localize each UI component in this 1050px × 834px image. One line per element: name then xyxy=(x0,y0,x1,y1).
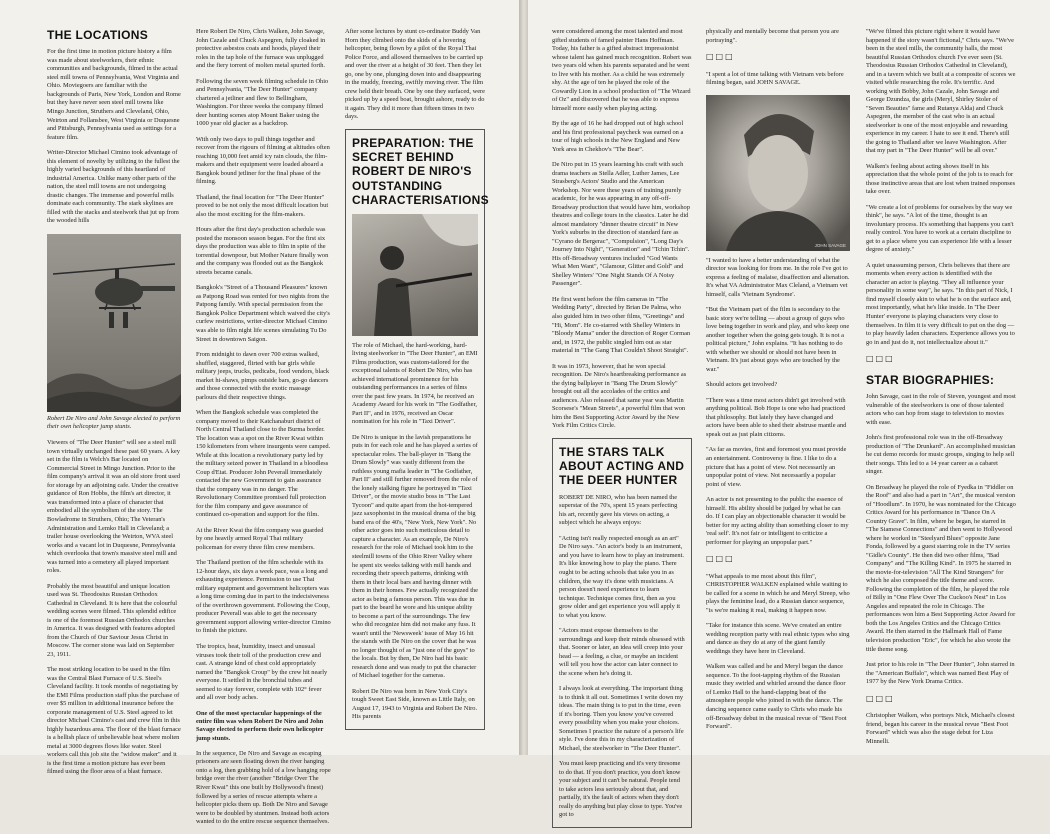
paragraph: It was in 1973, however, that he won special recognition. De Niro's heartbreaking performance as the dying ballplayer in "Bang The Drum Slowly" brought out all the accolades of the critics and audiences. Also released that same year was Martin Scorsese's "Mean Streets", a powerful film that won him the Best Supporting Actor Award by the New York Film Critics Circle. xyxy=(552,362,687,430)
left-page xyxy=(0,0,522,826)
paragraph: Here Robert De Niro, Chris Walken, John Savage, John Cazale and Chuck Aspegren, fully cloaked in protective asbestos coats and hoods, played their roles in the tap hole of the furnace was unplugged and the fiery torrent of molten metal spurted forth. xyxy=(196,28,326,70)
paragraph: Viewers of "The Deer Hunter" will see a steel mill town virtually unchanged these past 60 years. A key set in the film is Welch's Bar located on Commercial Street in Mingo Junction. Prior to the film company's arrival it was an old store front used for storage by an adjoining cafe. Under the creative guidance of Ron Hobbs, the film's art director, it was transformed into a place of character that embodied all the symbolism of the story. The Bowladrome in Struthers, Ohio; The Veteran's Administration and Lemko Hall in Cleveland; a trailer house overlooking the Weirton, WVA steel works and a vacant lot in Duquesne, Pennsylvania which overlooks that town's massive steel mill and was turned into a cemetery all played important roles. xyxy=(47,439,181,575)
paragraph: The most striking location to be used in the film was the Central Blast Furnace of U.S. Steel's Cleveland facility. It took months of negotiating by the EMI Films production staff plus the purchase of over $5 million in additional insurance before the corporate management of U.S. Steel agreed to let director Michael Cimino's cast and crew film in this highly hazardous area. The floor of the blast furnace is a hellish place of unbelievable heat where molten metal at 3000 degrees flows like water. Steel workers call this job site the "widow maker" and it is the first time a motion picture has ever been filmed using the floor area of a blast furnace. xyxy=(47,666,181,776)
helicopter-icon xyxy=(47,234,181,412)
paragraph: The role of Michael, the hard-working, hard-living steelworker in "The Deer Hunter", an EMI Films production, was custom-tailored for the exceptional talents of Robert De Niro, who has achieved international prominence for his outstanding performances in a series of films over the past few years. In 1974, he received an Academy Award for his work in "The Godfather, Part II", and in 1976, received an Oscar nomination for his role in "Taxi Driver". xyxy=(352,341,478,426)
star-biographies-heading: STAR BIOGRAPHIES: xyxy=(866,372,995,387)
paragraph: I always look at everything. The important thing is to think it all out. Sometimes I write down my ideas. The main thing is to put in the time, even if it's boring. Then you know you've covered every possibility when you make your choices. Sometimes I practice the nature of a person's life style. I've done this in my characterization of Michael, the steelworker in "The Deer Hunter". xyxy=(559,685,684,752)
paragraph: De Niro put in 15 years learning his craft with such drama teachers as Stella Adler, Luther James, Lee Strasberg's Actors' Studio and the American Workshop. Nor were these years of training purely academic, for he was appearing in any off-off-Broadway production that would have him, workshop theatres and college tours in the classics. Later he did almost mandatory "dinner theatre circuit" in New York's suburbs in the direction of standard fare as "Cyrano de Bergerac", "Compulsion", "Long Day's Journey Into Night", "Generation" and "Tchin Tchin". His off-Broadway ventures included "God Wants What Men Want", "Glamour, Glitter and Gold" and Shelley Winters' "One Night Stands Of A Noisy Passenger". xyxy=(552,161,690,288)
paragraph: ROBERT DE NIRO, who has been named the superstar of the 70's, spent 15 years perfecting his art, recently gave his views on acting, a subject which he always enjoys: xyxy=(559,493,678,527)
preparation-heading: PREPARATION: THE SECRET BEHIND ROBERT DE NIRO'S OUTSTANDING CHARACTERISATIONS xyxy=(352,135,489,208)
paragraph: By the age of 16 he had dropped out of high school and his first professional paycheck was earned on a tour of high schools in the New England and New York area in Chekhov's "The Bear". xyxy=(552,120,684,153)
paragraph: Thailand, the final location for "The Deer Hunter" proved to be not only the most difficult location but also the most exciting for the film-makers. xyxy=(196,193,329,218)
right-column-2 xyxy=(706,28,850,739)
helicopter-photo xyxy=(47,234,181,412)
paragraph: "There was a time most actors didn't get involved with anything political. Bob Hope is one who had practiced that philosophy. But lately they have changed and actors have been able to shed their abstruse mantle and speak out as just plain citizens. xyxy=(706,396,847,438)
paragraph: were considered among the most talented and most gifted students of famed painter Hans Hoffman. Today, his father is a gifted abstract impressionist whose talent has gained much recognition. Robert was two years old when his parents separated and he went to live with his mother. As a child he was extremely shy. At the age of ten he played the role of the Cowardly Lion in a school production of "The Wizard of Oz" and discovered that he was able to express himself more easily when playing acting. xyxy=(552,28,692,112)
paragraph: The tropics, heat, humidity, insect and unusual viruses took their toll of the production crew and cast. A strange kind of chest cold appropriately named the "Bangkok Croup" by the crew hit nearly everyone. It settled in the bronchial tubes and seemed to stay forever, complete with 102° fever and all over body aches. xyxy=(196,643,328,702)
paragraph: Probably the most beautiful and unique location used was St. Theodosius Russian Orthodox Cathedral in Cleveland. It is here that the colourful wedding scenes were filmed. This splendid edifice is one of the foremost Russian Orthodox churches in America. It was designed with features adopted from the Church of Our Saviour Jesus Christ in Moscow. The corner stone was laid on September 23, 1911. xyxy=(47,582,178,658)
paragraph: physically and mentally become that person you are portraying". xyxy=(706,28,839,44)
paragraph: "What appeals to me most about this film", CHRISTOPHER WALKEN explained while waiting to be called for a scene in which he and Meryl Streep, who plays the feminine lead, do a Russian dance sequence, "is we're making it real, making it happen now. xyxy=(706,572,850,614)
right-column-3 xyxy=(866,28,1016,753)
paragraph: Robert De Niro was born in New York City's tough Sweet East Side, known as Little Italy, on August 17, 1943 to Virginia and Robert De Niro. His parents xyxy=(352,687,478,721)
paragraph: John Savage, cast in the role of Steven, youngest and most vulnerable of the steelworkers is one of those talented actors who can hop from stage to television to movies with ease. xyxy=(866,393,1016,426)
paragraph: An actor is not presenting to the public the essence of himself. His ability should be judged by what he can do. If I can play an objectionable character it would be better for my acting ability than something closer to my 'real self'. It's not fair or intelligent to criticize a performer for playing an unpopular part." xyxy=(706,496,849,546)
right-page xyxy=(528,0,1050,819)
paragraph: "We've filmed this picture right where it would have happened if the story wasn't fictional," Chris says. "We've been in the steel mills, the community halls, the most beautiful Russian Orthodox church I've ever seen (St. Theodosius Russian Orthodox Cathedral in Cleveland), and in a tavern which we built at a composite of scores we visited while researching the role. It's terrific. And working with Bobby, John Cazale, John Savage and George Dzundza, the girls (Meryl, Shirley Stoler of "Seven Beauties" fame and Rutanya Alda) and Chuck Aspegren, the member of the cast who is an actual steelworker is one of the most enjoyable and rewarding experience in my career. I hate to see it end. There's still the going to Thailand after we leave Washington. After that my part in "The Deer Hunter" will be all over." xyxy=(866,28,1016,155)
paragraph: Should actors get involved? xyxy=(706,381,778,389)
paragraph: In the sequence, De Niro and Savage as escaping prisoners are seen floating down the river hanging onto a log, then grabbing hold of a low hanging rope bridge over the river (another "Bridge Over The River Kwai" this one built by Hollywood's finest) followed by a series of rescue attempts where a helicopter picks them up. Both De Niro and Savage were to be doubled by stuntmen. Instead both actors wanted to do the entire rescue sequence themselves. xyxy=(196,749,331,826)
paragraph: "We create a lot of problems for ourselves by the way we think", he says. "A lot of the time, thought is an involuntary process. It's something that happens you can't really control. You have to work at a certain discipline to get to a place where you can experience life with a lesser degree of anxiety." xyxy=(866,203,1014,254)
left-column-2 xyxy=(196,28,331,834)
locations-heading: THE LOCATIONS xyxy=(47,28,149,42)
stars-talk-heading: THE STARS TALK ABOUT ACTING AND THE DEER HUNTER xyxy=(559,444,685,488)
paragraph: On Broadway he played the role of Fyedka in "Fiddler on the Roof" and also had a part in "Art", the musical version of "Hoodlum". In 1970, he was nominated for the Chicago Critics Award for his performance in "Dance On A Country Grave". In film, where he began, he starred in "The Siamese Connections" and then went to Hollywood where he worked in "Steelyard Blues" opposite Jane Fonda, followed by a guest starring role in the TV series "Gidle's County". He then did two other films, "Bad Company" and "The Killing Kind". In 1975 he starred in the movie-for-television "All The Kind Strangers" for which he also composed the title theme and score. Following the completion of the film, he played the role of Billy in "One Flew Over The Cuckoo's Nest" in Los Angeles and repeated the role in Chicago. The performances won him a Best Supporting Actor Award for both the Los Angeles Critics and the Chicago Critics Award. He then starred in the Hallmark Hall of Fame television production "Eric", for which he also wrote the title theme song. xyxy=(866,483,1016,653)
paragraph: At the River Kwai the film company was guarded by one heavily armed Royal Thai military policeman for every three film crew members. xyxy=(196,526,324,551)
photo-credit: JOHN SAVAGE xyxy=(814,242,846,248)
paragraph: Christopher Walken, who portrays Nick, Michael's closest friend, began his career in the musical revue "Best Foot Forward" which was also the stage debut for Liza Minnelli. xyxy=(866,712,1015,745)
paragraph: The Thailand portion of the film schedule with its 12-hour days, six days a week pace, was a long and exhausting experience. Permission to use Thai military equipment and government helicopters was a long time coming due in part to the indecisiveness of the overthrown government. Following the Coup, producer Peverall was able to get the necessary government support allowing writer-director Cimino to finish the picture. xyxy=(196,559,331,635)
paragraph: "As far as movies, first and foremost you must provide an entertainment. Controversy is fine. I like to do a picture that has a point of view. Not necessarily an unpopular point of view. Not necessarily a popular point of view. xyxy=(706,446,847,488)
paragraph: You must keep practicing and it's very tiresome to do that. If you don't practice, you don't know your subject and it can't be natural. People tend to take actors less seriously about that, and partially, it's the fault of actors when they don't really do anything but play close to type. You've got to xyxy=(559,760,683,819)
paragraph: Bangkok's "Street of a Thousand Pleasures" known as Patpong Road was rented for two nights from the Patpong family. With special permission from the Bangkok Police Department which waived the city's curfew restrictions, writer-director Michael Cimino was able to film night life scenes simulating Tu Do Street in downtown Saigon. xyxy=(196,284,330,343)
photo-caption: Robert De Niro and John Savage elected to perform their own helicopter jump stunts. xyxy=(47,414,181,431)
paragraph: De Niro is unique in the lavish preparations he puts in for each role and he has played a series of spectacular roles. The ball-player in "Bang the Drum Slowly" was vastly different from the ruthless young mafia leader in "The Godfather, Part II" and still further removed from the role of the lonely stalking figure he portrayed in "Taxi Driver", or the movie studio boss in "The Last Tycoon" and quite apart from the hot-tempered jazz saxophonist in the musical drama of the big band era of the 40's, "New York, New York". No other actor goes into such meticulous detail to capture a character. As an example, De Niro's research for the role of Michael took him to the steelmill towns of the Ohio River Valley where he spent six weeks talking with mill hands and recording their speech patterns, drinking with them in their local bars and having dinner with them in their homes. Few actually recognized the actor as being a famous person. This was due in part to the beard he wore and his unique ability to become a part of the surroundings. The few who did recognize him did not make any fuss. It wasn't until the 'Newsweek' issue of May 16 hit the stands with De Niro on the cover that he was no longer thought of as "just one of the guys" to the locals. But by then, De Niro had his basic research done and was ready to put the character of Michael together for the cameras. xyxy=(352,433,478,680)
paragraph: Walken's feeling about acting shows itself in his appreciation that the whole point of the job is to reach for those instinctive areas that are lost when trained responses take over. xyxy=(866,162,1016,196)
right-column-1 xyxy=(552,28,692,828)
paragraph: Writer-Director Michael Cimino took advantage of this element of novelty by utilizing to the fullest the highly varied backgrounds of this heartland of industrial America. Unlike many other parts of the nation, the steel mill towns are not undergoing drastic changes. The immense and powerful mills dominate each community. The stark skylines are filled with the stacks and steelwork that jut up from the wooded hills xyxy=(47,149,180,225)
preparation-box xyxy=(345,129,489,730)
paragraph: From midnight to dawn over 700 extras walked, shuffled, staggered, flirted with bar girls while military jeeps, trucks, pedicabs, food vendors, black market hi-shaws, pimps outside bars, go-go dancers and those connected with the exotic massage parlours did their respective things. xyxy=(196,351,330,401)
paragraph: John's first professional role was in the off-Broadway production of "The Drunkard". An accomplished musician he cut demo records for music groups, singing to help sell their songs. This led to a 14 year career as a cabaret singer. xyxy=(866,434,1016,476)
de-niro-photo xyxy=(352,214,478,336)
paragraph: For the first time in motion picture history a film was made about steelworkers, their ethnic communities and backgrounds, filmed in the actual steel mill towns of Pennsylvania, West Virginia and Ohio. Moviegoers are familiar with the backgrounds of Paris, New York, London and Rome but they have never seen steel mill towns like Mingo Junction, Struthers and Cleveland, Ohio, Weirton and Follansbee, West Virginia or Duquesne and Pittsburgh, Pennsylvania used as settings for a feature film. xyxy=(47,48,181,141)
paragraph: "I spent a lot of time talking with Vietnam vets before filming began, said JOHN SAVAGE. xyxy=(706,70,844,87)
paragraph: "Acting isn't really respected enough as an art" De Niro says. "An actor's body is an instrument, and you have to learn how to play an instrument. It's like knowing how to play the piano. There ought to be acting schools that take you in as children, the way it's done with musicians. A person doesn't need experience to learn technique. Technique comes first, then as you grow older and get experience you will apply it to what you know. xyxy=(559,534,684,619)
section-divider-squares: □□□ xyxy=(706,554,735,564)
paragraph: "Actors must expose themselves to the surroundings and keep their minds obsessed with that. Sooner or later, an idea will creep into your head — a feeling, a clue, or maybe an incident will tell you how the actor can later connect to the scene when he's doing it. xyxy=(559,627,685,677)
section-divider-squares: □□□ xyxy=(866,354,895,364)
section-divider-squares: □□□ xyxy=(706,52,735,62)
paragraph: After some lectures by stunt co-ordinator Buddy Van Horn they climbed onto the skids of a hovering helicopter, being flown by a pilot of the Royal Thai Police Force, and allowed themselves to be carried up and over the river at a height of 30 feet. Then they let go, one by one, plunging down into and disappearing in the muddy, freezing, swiftly moving river. The film crew held their breath. One by one they surfaced, were picked up by a speed boat, brought ashore, ready to do it again. They did it more than fifteen times in two days. xyxy=(345,28,485,121)
paragraph: When the Bangkok schedule was completed the company moved to their Katchanaburi district of North Central Thailand close to the Burma border. The location was a spot on the River Kwai within 150 kilometers from where insurgents were camped. While at this location a revolutionary party led by the military seized power in Thailand in a bloodless Coup d'Etat. Producer John Peverall immediately contacted the new Government to gain assurance that the company was in no danger. The Revolutionary Committee promised full protection for the film company and gave assurance of continued co-operation and support for the film. xyxy=(196,409,331,519)
paragraph: A quiet unassuming person, Chris believes that there are moments when every action is identified with the character an actor is playing. "They all influence your personality in some way", he says. "In this part of Nick, I find myself closely akin to what he is on the surface and, most importantly, what he's like inside. In 'The Deer Hunter' everyone is playing characters very close to themselves. In film it is very difficult to put on the dog — to play heavily laden characters. Experience allows you to go in and just do it, not intellectualize about it." xyxy=(866,261,1015,346)
left-column-3 xyxy=(345,28,489,730)
callout-text: One of the most spectacular happenings of the entire film was when Robert De Niro and John Savage elected to perform their own helicopter jump stunts. xyxy=(196,709,324,742)
paragraph: Just prior to his role in "The Deer Hunter", John starred in the "American Buffalo", which was named Best Play of 1977 by the New York Drama Critics. xyxy=(866,661,1015,686)
paragraph: "Take for instance this scene. We've created an entire wedding reception party with real ethnic types who sing and dance as they do at any of the giant family weddings they have here in Cleveland. xyxy=(706,622,850,655)
paragraph: Following the seven week filming schedule in Ohio and Pennsylvania, "The Deer Hunter" company chartered a jetliner and flew to Bellingham, Washington. For three weeks the company filmed deer hunting scenes atop Mount Baker using the 1000 year old glacier as a backdrop. xyxy=(196,77,329,128)
paragraph: Hours after the first day's production schedule was posted the monsoon season began. For the first six days the production was able to film in spite of the torrential downpour, but Mother Nature finally won and the company was flooded out as the Bangkok streets became canals. xyxy=(196,226,329,276)
paragraph: "I wanted to have a better understanding of what the director was looking for from me. In the role I've got to express a feeling of malaise, disaffection and alienation. It's what VA Administrator Max Cleland, a Vietnam vet himself, calls 'Vietnam Syndrome'. xyxy=(706,256,850,298)
stars-talk-box xyxy=(552,438,692,828)
john-savage-photo xyxy=(706,95,850,251)
paragraph: "But the Vietnam part of the film is secondary to the basic story we're telling — about a group of guys who love being together in work and play, and who keep one another together when the going gets tough. It is not a political picture," John explains. "It has nothing to do with whether we should or should not have been in Vietnam. It's just about guys who are touched by the war." xyxy=(706,306,850,373)
portrait-icon xyxy=(706,95,850,251)
paragraph: With only two days to pull things together and recover from the rigours of filming at altitudes often reaching 10,000 feet amid icy rain clouds, the film-makers and their equipment were loaded aboard a Bangkok bound jetliner for the final phase of the filming. xyxy=(196,135,330,186)
rifleman-icon xyxy=(352,214,478,336)
paragraph: Walken was called and he and Meryl began the dance sequence. To the foot-tapping rhythm of the Russian music they swirled and whirled around the dance floor of Lemko Hall to the hand-clapping beat of the atmosphere people who joined in with the dance. The dancing sequence came easily to Chris who made his off-Broadway debut in the musical revue of "Best Foot Forward". xyxy=(706,663,847,731)
section-divider-squares: □□□ xyxy=(866,693,895,703)
left-column-1 xyxy=(47,28,181,784)
paragraph: He first went before the film cameras in "The Wedding Party", directed by Brian De Palma, who also guided him in two other films, "Greetings" and "Hi, Mom". He co-starred with Shelley Winters in "Bloody Mama" under the direction of Roger Corman and, in 1972, the public singled him out as star material in "The Gang That Couldn't Shoot Straight". xyxy=(552,295,691,355)
